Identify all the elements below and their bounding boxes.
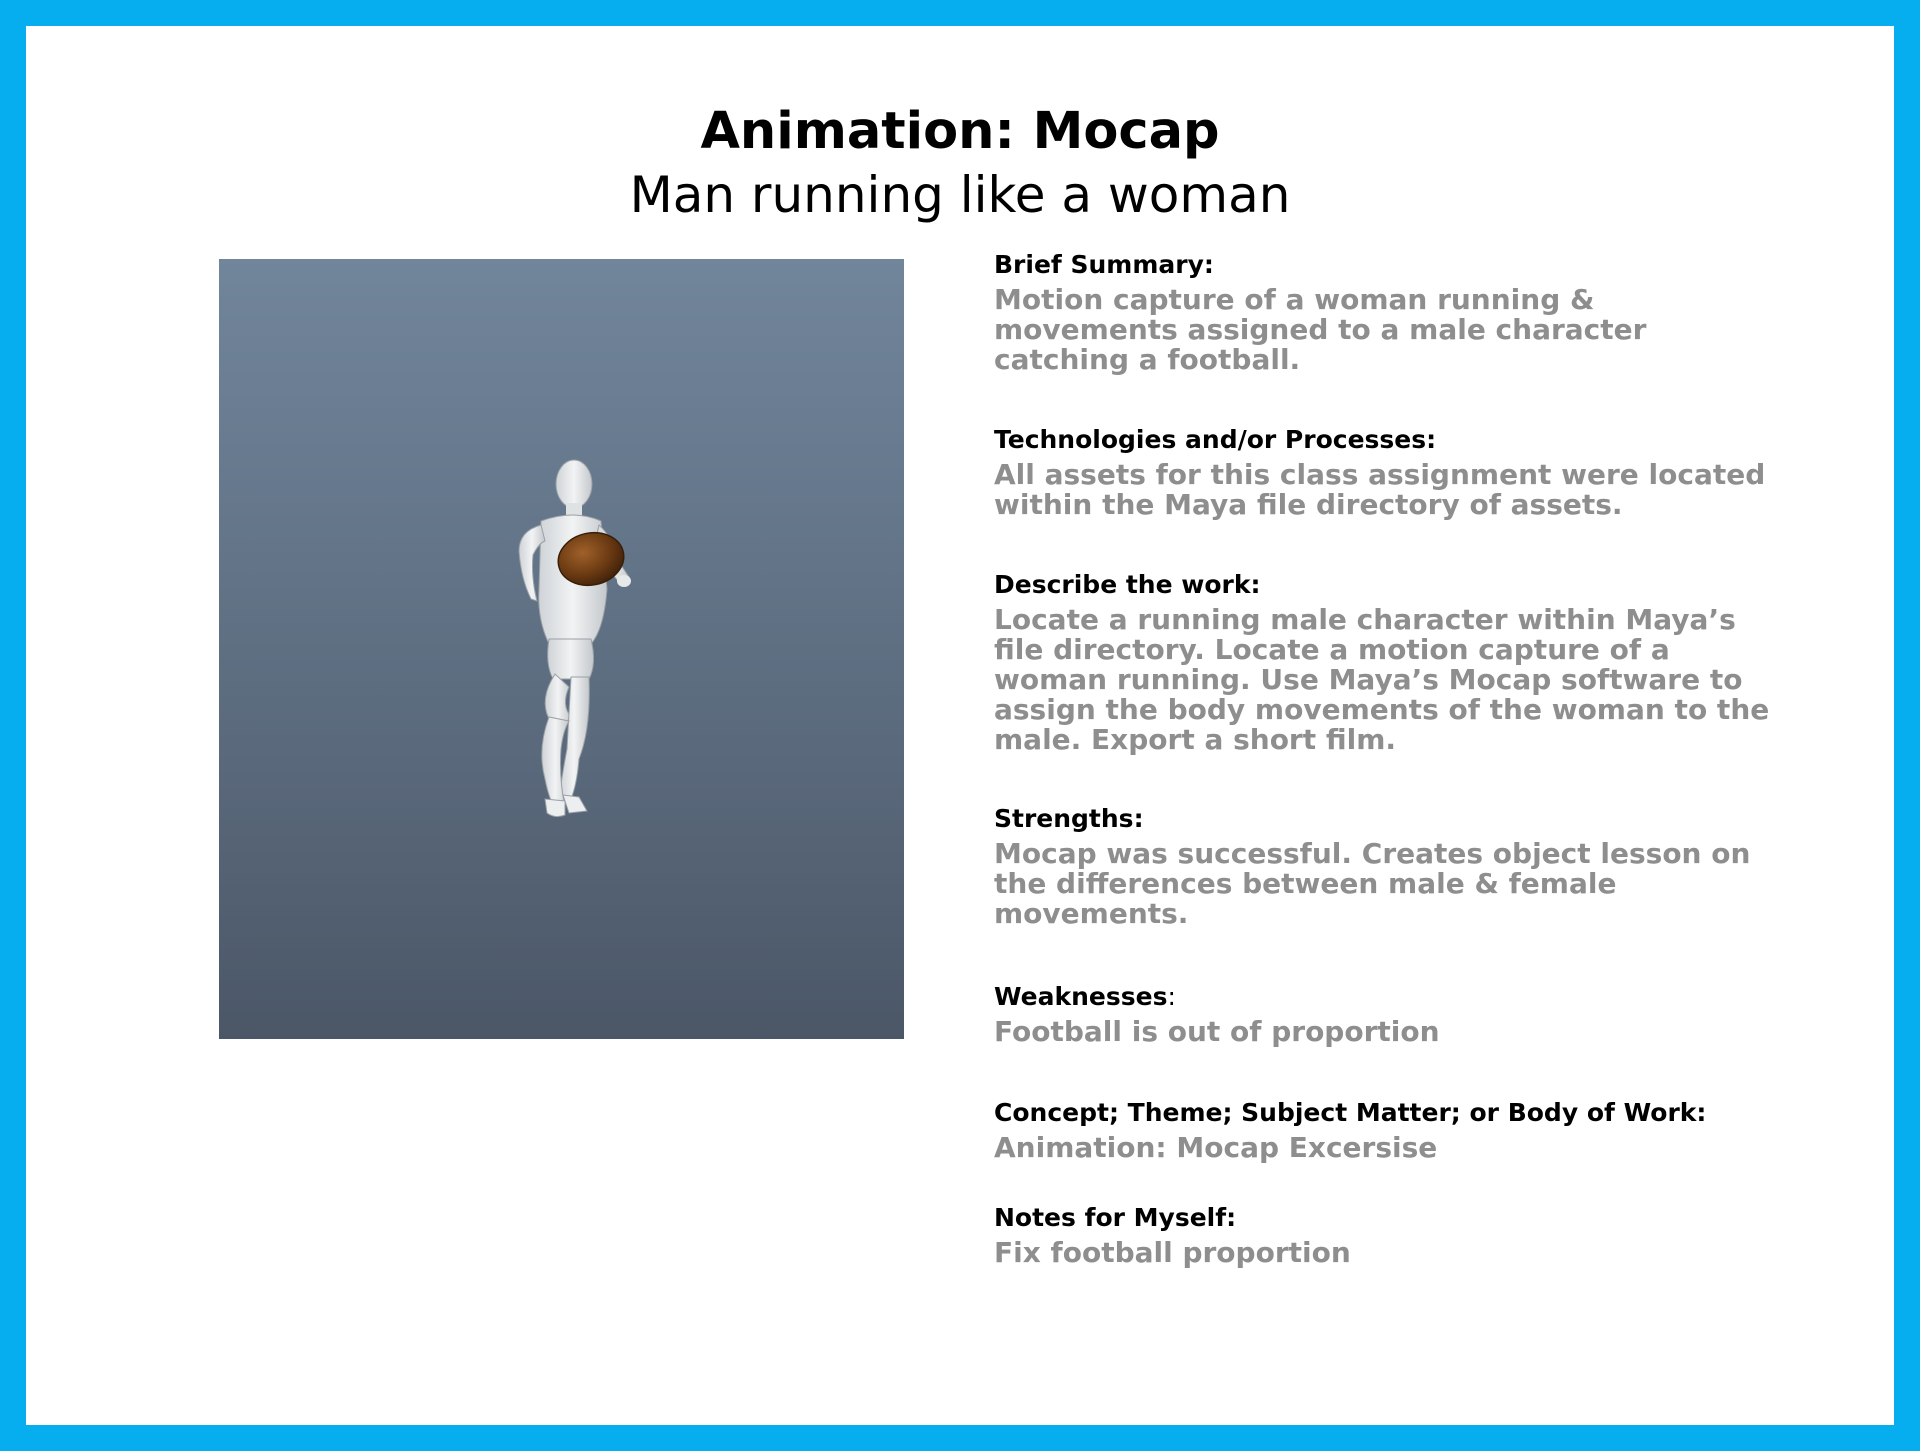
section-concept: [994, 1096, 1774, 1163]
section-label-text: Weaknesses: [994, 982, 1168, 1011]
section-label: [994, 980, 1774, 1014]
section-text: Fix football proportion: [994, 1236, 1351, 1269]
section-label: Concept; Theme; Subject Matter; or Body of Work:: [994, 1098, 1707, 1127]
title-block: [26, 101, 1894, 227]
section-text: Animation: Mocap Excersise: [994, 1131, 1438, 1164]
section-label: Describe the work:: [994, 570, 1261, 599]
figure-hips: [548, 639, 594, 679]
section-weaknesses: [994, 980, 1774, 1047]
section-strengths: [994, 802, 1774, 929]
mocap-figure-illustration: [219, 259, 904, 1039]
section-text: Locate a running male character within Maya’s file directory. Locate a motion capture of a woman running. Use Maya’s Mocap software to assign the body movements of the woman to the male. Export a short film.: [994, 603, 1770, 756]
section-describe-work: [994, 568, 1774, 755]
section-text: Football is out of proportion: [994, 1015, 1440, 1048]
section-label: Strengths:: [994, 804, 1144, 833]
section-label: Notes for Myself:: [994, 1203, 1237, 1232]
section-brief-summary: [994, 248, 1774, 375]
figure-foot-left: [545, 799, 565, 817]
mocap-render-image: [219, 259, 904, 1039]
figure-foot-right: [563, 795, 587, 813]
section-label: Technologies and/or Processes:: [994, 425, 1437, 454]
page-subtitle: Man running like a woman: [629, 166, 1291, 224]
section-notes: [994, 1201, 1774, 1268]
section-text: Motion capture of a woman running & movements assigned to a male character catching a football.: [994, 283, 1647, 376]
section-text: All assets for this class assignment were located within the Maya file directory of assets.: [994, 458, 1766, 521]
section-technologies: [994, 423, 1774, 520]
page-title: Animation: Mocap: [700, 102, 1220, 161]
figure-hand: [617, 575, 631, 587]
section-label-colon: :: [1167, 982, 1176, 1011]
section-text: Mocap was successful. Creates object lesson on the differences between male & female movements.: [994, 837, 1751, 930]
figure-head: [556, 460, 592, 508]
figure-raised-leg: [545, 674, 571, 723]
section-label: Brief Summary:: [994, 250, 1214, 279]
